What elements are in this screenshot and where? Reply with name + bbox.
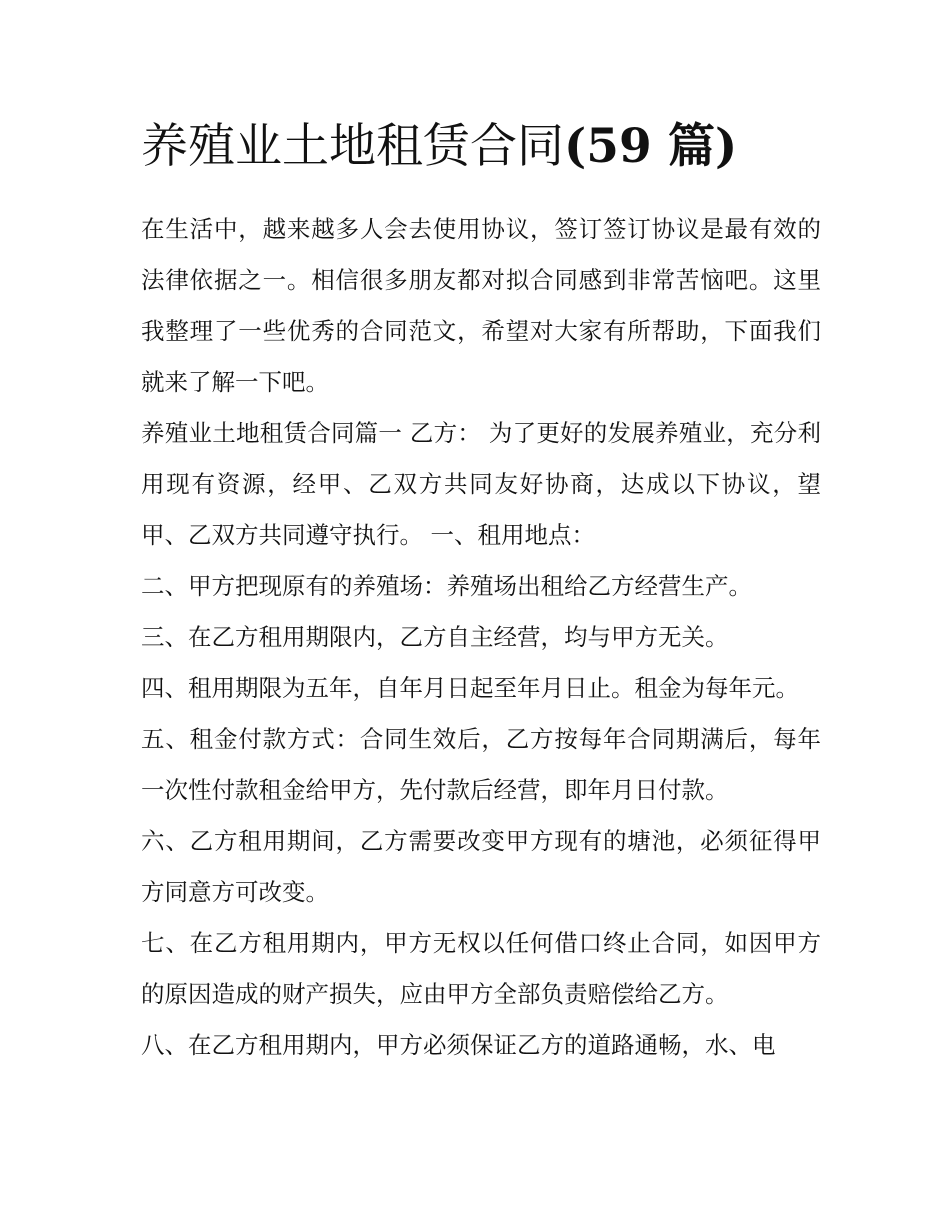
paragraph-clause-6: 六、乙方租用期间，乙方需要改变甲方现有的塘池，必须征得甲方同意方可改变。 <box>141 827 821 906</box>
paragraph-intro: 在生活中，越来越多人会去使用协议，签订签订协议是最有效的法律依据之一。相信很多朋友都对拟合同感到非常苦恼吧。这里我整理了一些优秀的合同范文，希望对大家有所帮助，下面我们就来了解一下吧。 <box>141 215 821 396</box>
paragraph-clause-5: 五、租金付款方式：合同生效后，乙方按每年合同期满后，每年一次性付款租金给甲方，先付款后经营，即年月日付款。 <box>141 725 821 804</box>
paragraph-clause-3: 三、在乙方租用期限内，乙方自主经营，均与甲方无关。 <box>141 623 729 651</box>
document-title-main: 养殖业土地租赁合同 <box>141 119 564 174</box>
paragraph-clause-4: 四、租用期限为五年，自年月日起至年月日止。租金为每年元。 <box>141 674 799 702</box>
document-page <box>141 112 821 1071</box>
document-title <box>141 112 821 182</box>
paragraph-clause-2: 二、甲方把现原有的养殖场：养殖场出租给乙方经营生产。 <box>141 572 752 600</box>
document-title-suffix: (59 篇) <box>564 119 738 174</box>
paragraph-clause-8: 八、在乙方租用期内，甲方必须保证乙方的道路通畅，水、电 <box>141 1031 776 1059</box>
paragraph-contract-opening: 养殖业土地租赁合同篇一 乙方： 为了更好的发展养殖业，充分利用现有资源，经甲、乙双方共同友好协商，达成以下协议，望甲、乙双方共同遵守执行。 一、租用地点： <box>141 419 821 549</box>
paragraph-clause-7: 七、在乙方租用期内，甲方无权以任何借口终止合同，如因甲方的原因造成的财产损失，应由甲方全部负责赔偿给乙方。 <box>141 929 821 1008</box>
